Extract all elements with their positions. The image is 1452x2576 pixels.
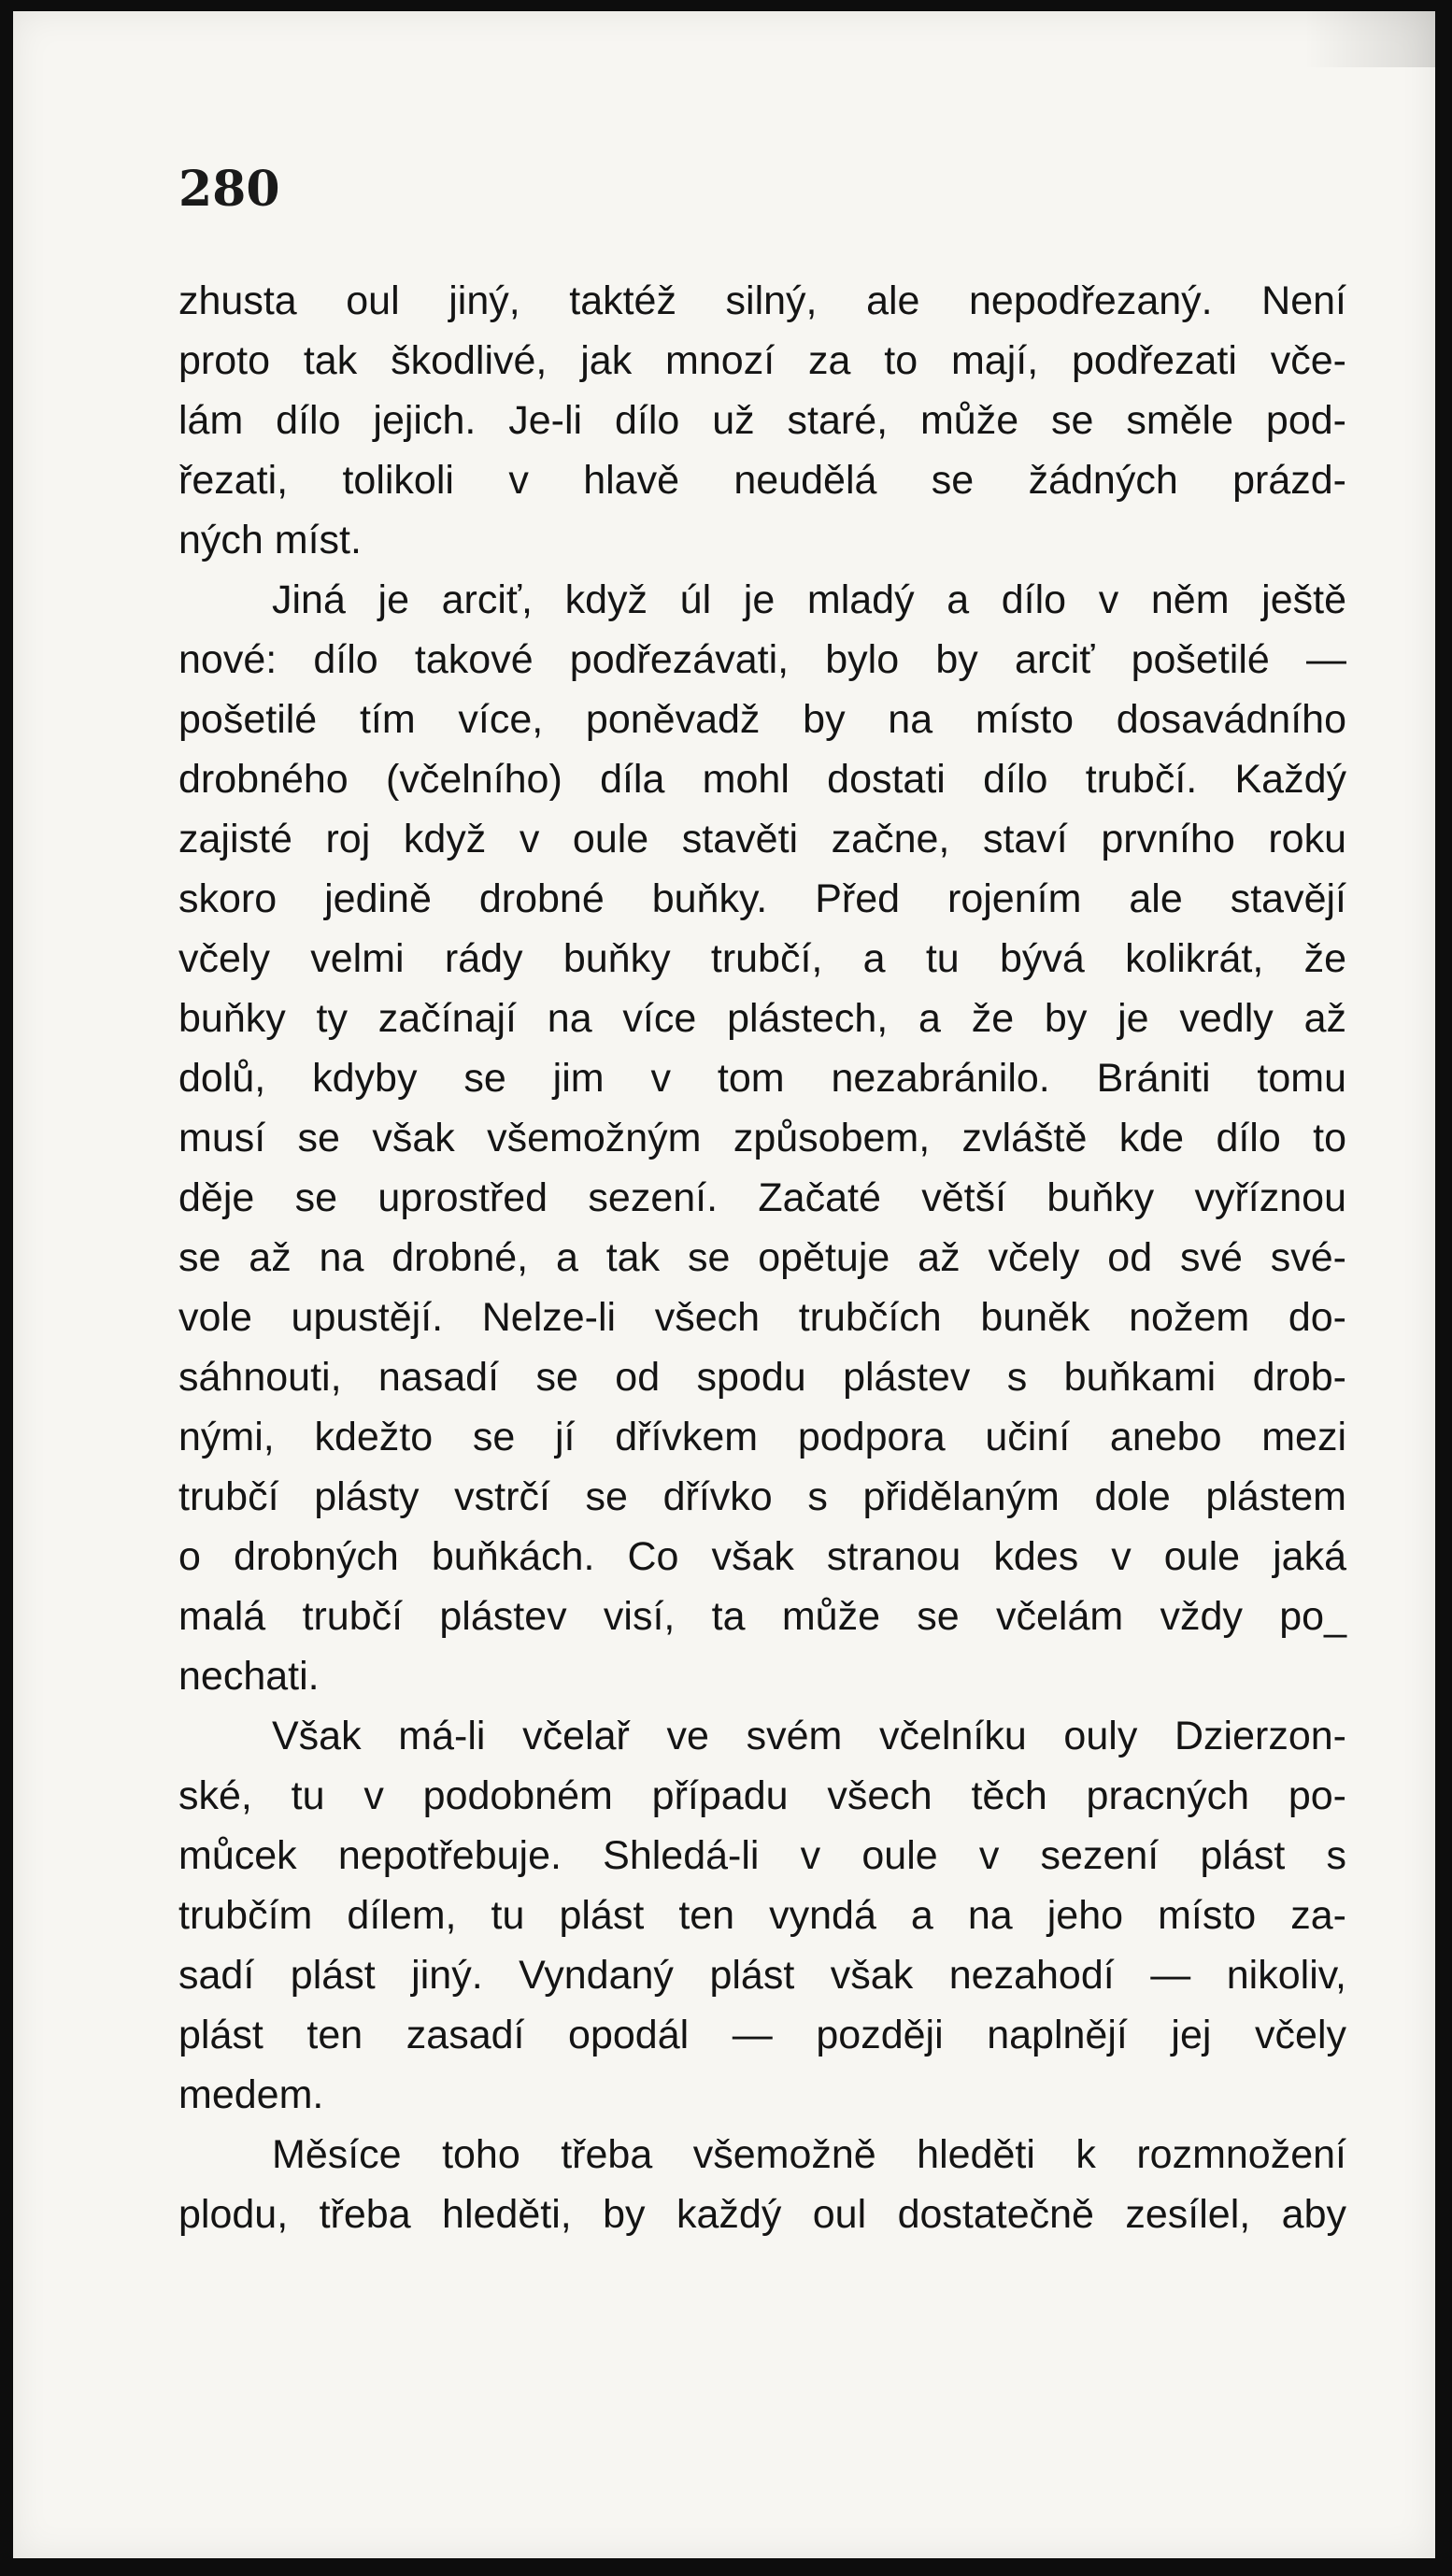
text-line: včely velmi rády buňky trubčí, a tu bývá kolikrát, že	[178, 936, 1346, 981]
text-line: můcek nepotřebuje. Shledá-li v oule v sezení plást s	[178, 1833, 1346, 1878]
text-line: Však má-li včelař ve svém včelníku ouly Dzierzon-	[272, 1714, 1346, 1758]
text-line: lám dílo jejich. Je-li dílo už staré, může se směle pod-	[178, 398, 1346, 443]
text-line: zajisté roj když v oule stavěti začne, staví prvního roku	[178, 817, 1346, 861]
text-line: zhusta oul jiný, taktéž silný, ale nepodřezaný. Není	[178, 278, 1346, 323]
text-line: musí se však všemožným způsobem, zvláště kde dílo to	[178, 1116, 1346, 1160]
text-line: drobného (včelního) díla mohl dostati dílo trubčí. Každý	[178, 757, 1346, 802]
text-line: sadí plást jiný. Vyndaný plást však nezahodí — nikoliv,	[178, 1953, 1346, 1998]
text-line: trubčím dílem, tu plást ten vyndá a na jeho místo za-	[178, 1893, 1346, 1938]
page-number: 280	[178, 161, 280, 218]
text-line: buňky ty začínají na více plástech, a že by je vedly až	[178, 996, 1346, 1041]
text-line: malá trubčí plástev visí, ta může se včelám vždy po_	[178, 1594, 1346, 1639]
scan-shadow	[1304, 11, 1435, 67]
text-line: nými, kdežto se jí dřívkem podpora učiní anebo mezi	[178, 1415, 1346, 1459]
text-line: nechati.	[178, 1654, 320, 1699]
text-line: Jiná je arciť, když úl je mladý a dílo v něm ještě	[272, 577, 1346, 622]
text-line: řezati, tolikoli v hlavě neudělá se žádných prázd-	[178, 458, 1346, 503]
text-line: proto tak škodlivé, jak mnozí za to mají, podřezati vče-	[178, 338, 1346, 383]
text-line: Měsíce toho třeba všemožně hleděti k rozmnožení	[272, 2132, 1346, 2177]
text-line: o drobných buňkách. Co však stranou kdes v oule jaká	[178, 1534, 1346, 1579]
text-line: vole upustějí. Nelze-li všech trubčích buněk nožem do-	[178, 1295, 1346, 1340]
text-line: skoro jedině drobné buňky. Před rojením ale stavějí	[178, 876, 1346, 921]
text-line: sáhnouti, nasadí se od spodu plástev s buňkami drob-	[178, 1355, 1346, 1400]
body-text	[178, 271, 1346, 2244]
text-line: medem.	[178, 2072, 324, 2117]
text-line: plást ten zasadí opodál — později naplnějí jej včely	[178, 2013, 1346, 2057]
text-line: ské, tu v podobném případu všech těch pracných po-	[178, 1773, 1346, 1818]
book-page	[13, 11, 1435, 2558]
text-line: děje se uprostřed sezení. Začaté větší buňky vyříznou	[178, 1175, 1346, 1220]
text-line: pošetilé tím více, poněvadž by na místo dosavádního	[178, 697, 1346, 742]
text-line: dolů, kdyby se jim v tom nezabránilo. Brániti tomu	[178, 1056, 1346, 1101]
text-line: se až na drobné, a tak se opětuje až včely od své své-	[178, 1235, 1346, 1280]
text-line: ných míst.	[178, 518, 362, 562]
text-line: plodu, třeba hleděti, by každý oul dostatečně zesílel, aby	[178, 2192, 1346, 2237]
text-line: nové: dílo takové podřezávati, bylo by arciť pošetilé —	[178, 637, 1346, 682]
text-line: trubčí plásty vstrčí se dřívko s přidělaným dole plástem	[178, 1474, 1346, 1519]
